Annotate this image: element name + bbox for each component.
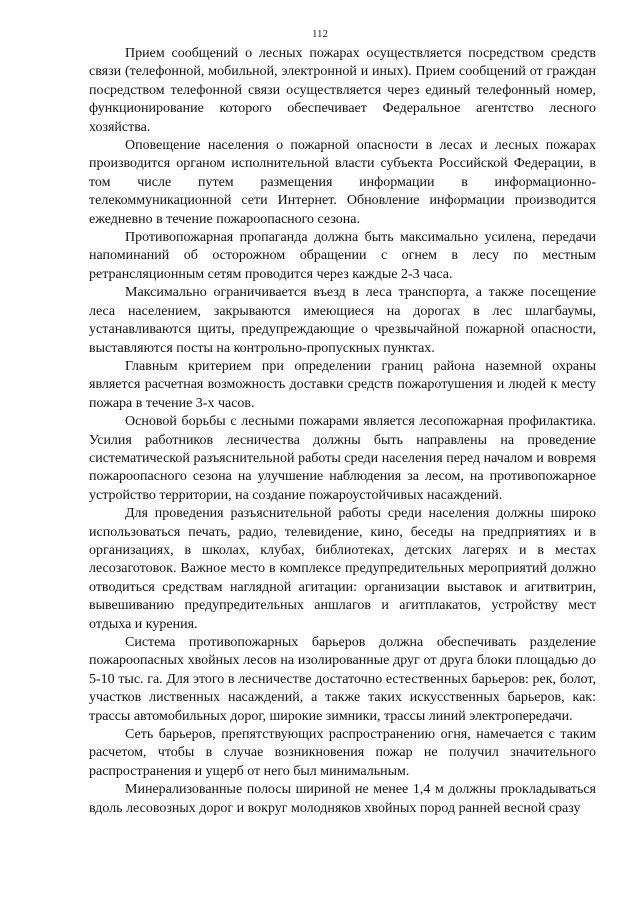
paragraph-barrier-network: Сеть барьеров, препятствующих распространению огня, намечается с таким расчетом, чтобы в случае возникновения пожар не получил значительного распространения и ущерб от него был минимальным. [89, 727, 596, 779]
paragraph-access-restriction: Максимально ограничивается въезд в леса транспорта, а также посещение леса населением, закрываются имеющиеся на дорогах в лес шлагбаумы, устанавливаются щиты, предупреждающие о чрезвычайной пожарной опасности, выставляются посты на контрольно-пропускных пунктах. [89, 285, 596, 356]
paragraph-ground-protection-criterion: Главным критерием при определении границ района наземной охраны является расчетная возможность доставки средств пожаротушения и людей к месту пожара в течение 3-х часов. [89, 358, 596, 411]
paragraph-fire-propaganda: Противопожарная пропаганда должна быть максимально усилена, передачи напоминаний об осторожном обращении с огнем в лесу по местным ретрансляционным сетям проводится через каждые 2-3 часа. [89, 230, 596, 282]
paragraph-fire-barriers: Система противопожарных барьеров должна обеспечивать разделение пожароопасных хвойных лесов на изолированные друг от друга блоки площадью до 5-10 тыс. га. Для этого в лесничестве достаточно естественных барьеров: рек, болот, участков лиственных насаждений, а также таких искусственных барьеров, как: трассы автомобильных дорог, широкие зимники, трассы линий электропередачи. [89, 635, 596, 724]
body-text [89, 45, 596, 818]
paragraph-messages-reception: Прием сообщений о лесных пожарах осуществляется посредством средств связи (телефонной, мобильной, электронной и иных). Прием сообщений от граждан посредством телефонной связи осуществляется через единый телефонный номер, функционирование которого обеспечивает Федеральное агентство лесного хозяйства. [89, 46, 596, 135]
paragraph-outreach-work: Для проведения разъяснительной работы среди населения должны широко использоваться печать, радио, телевидение, кино, беседы на предприятиях и в организациях, в школах, клубах, библиотеках, детских лагерях и в местах лесозаготовок. Важное место в комплексе предупредительных мероприятий должно отводиться средствам наглядной агитации: организации выставок и агитвитрин, вывешиванию предупредительных аншлагов и агитплакатов, устройству мест отдыха и курения. [89, 506, 596, 632]
paragraph-fire-prevention: Основой борьбы с лесными пожарами является лесопожарная профилактика. Усилия работников лесничества должны быть направлены на проведение систематической разъяснительной работы среди населения перед началом и вовремя пожароопасного сезона на улучшение наблюдения за лесом, на противопожарное устройство территории, на создание пожароустойчивых насаждений. [89, 414, 596, 503]
page-number: 112 [311, 28, 329, 40]
paragraph-mineralized-strips: Минерализованные полосы шириной не менее 1,4 м должны прокладываться вдоль лесовозных дорог и вокруг молодняков хвойных пород ранней весной сразу [89, 782, 596, 816]
paragraph-population-warning: Оповещение населения о пожарной опасности в лесах и лесных пожарах производится органом исполнительной власти субъекта Российской Федерации, в том числе путем размещения информации в информационно-телекоммуникационной сети Интернет. Обновление информации производится ежедневно в течение пожароопасного сезона. [89, 138, 596, 227]
